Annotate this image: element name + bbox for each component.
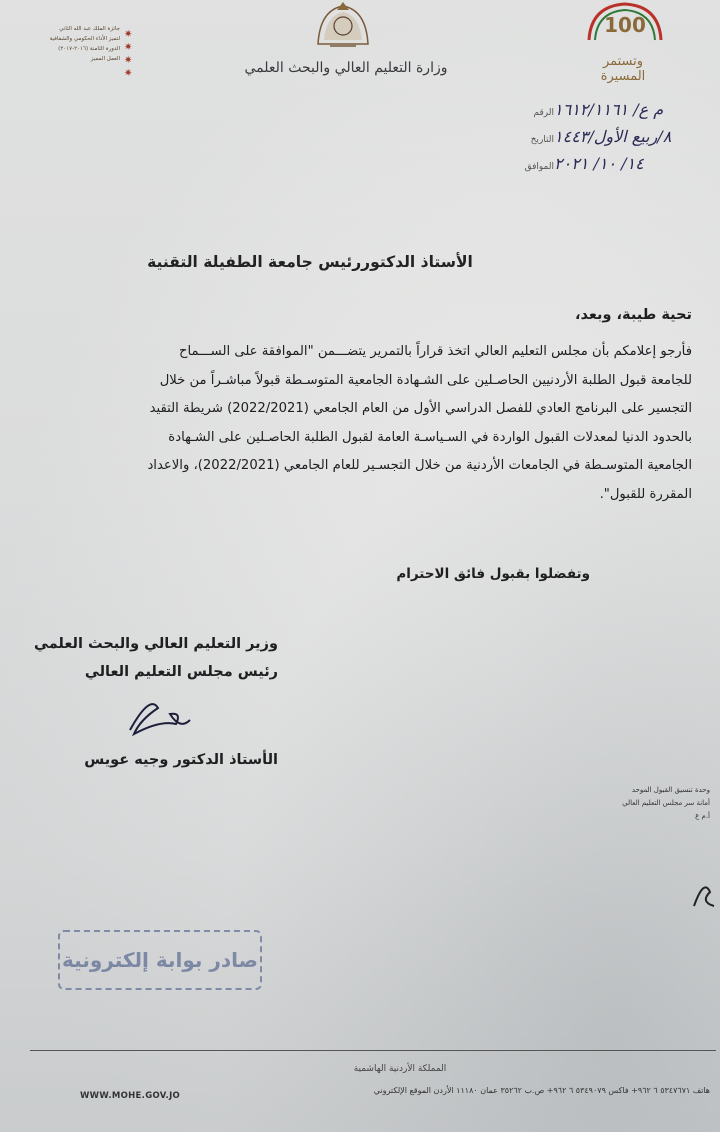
centenary-number: 100	[604, 13, 646, 37]
recipient-line: الأستاذ الدكتوررئيس جامعة الطفيلة التقنية	[147, 253, 473, 271]
signer-titles	[8, 630, 278, 686]
gregorian-date-row	[520, 152, 720, 179]
reference-number-value: م ع/ ١٦١٢/١١٦١	[554, 100, 664, 119]
signer-title-council: رئيس مجلس التعليم العالي	[84, 664, 278, 680]
greeting-line: تحية طيبة، وبعد،	[574, 307, 692, 323]
ministry-header	[240, 0, 470, 95]
star-icon: ✷	[124, 29, 133, 40]
electronic-portal-stamp: صادر بوابة إلكترونية	[58, 930, 262, 990]
paragraph-line: للجامعة قبول الطلبة الأردنيين الحاصـلين على الشـهادة الجامعية المتوسـطة قبولاً مباشـراً من خلال	[159, 372, 692, 388]
copy-recipient: أمانة سر مجلس التعليم العالي	[622, 799, 710, 807]
footer-website: WWW.MOHE.GOV.JO	[80, 1091, 181, 1101]
centenary-logo	[575, 0, 715, 84]
copy-initials: أ.م ع	[695, 812, 710, 820]
award-text: جائزة الملك عبد الله الثاني لتميز الأداء الحكومي والشفافية الدورة الثامنة (٢٠١٦-٢٠١٧) العمل المميز	[49, 26, 120, 62]
footer-country: المملكة الأردنية الهاشمية	[353, 1064, 447, 1074]
gregorian-date-value: ١٤/ ١٠/ ٢٠٢١	[554, 154, 644, 173]
footer-contact: هاتف ٥٣٤٧٦٧١ ٦ ٩٦٢+ فاكس ٥٣٤٩٠٧٩ ٦ ٩٦٢+ ص.ب ٣٥٢٦٢ عمان ١١١٨٠ الأردن الموقع الإلكتروني	[373, 1086, 710, 1095]
hijri-date-value: ٨/ربيع الأول/١٤٤٣	[554, 127, 672, 146]
paragraph-line: فأرجو إعلامكم بأن مجلس التعليم العالي اتخذ قراراً بالتمرير يتضـــمن "الموافقة على الســـماح	[178, 344, 692, 359]
gregorian-date-label: الموافق	[524, 162, 554, 172]
coat-of-arms-icon	[310, 0, 376, 52]
hijri-date-row	[520, 125, 720, 152]
award-badge	[10, 14, 150, 84]
signer-name: الأستاذ الدكتور وجيه عويس	[84, 752, 278, 768]
ministry-title: وزارة التعليم العالي والبحث العلمي	[244, 60, 448, 76]
reference-block	[520, 98, 720, 179]
signer-title-minister: وزير التعليم العالي والبحث العلمي	[34, 636, 278, 652]
paragraph-line: بالحدود الدنيا لمعدلات القبول الواردة في السـياسـة العامة لقبول الطلبة الحاصـلين على الشـهادة	[168, 429, 692, 445]
star-icon: ✷	[124, 68, 133, 79]
hijri-date-label: التاريخ	[530, 135, 554, 145]
award-stars	[124, 28, 146, 80]
centenary-emblem-icon	[585, 0, 665, 44]
star-icon: ✷	[124, 42, 133, 53]
reference-number-row	[520, 98, 720, 125]
paragraph-line: الجامعية المتوسـطة في الجامعات الأردنية من خلال التجسـير للعام الجامعي (2022/2021)، والاعداد	[147, 458, 692, 473]
handwritten-signature	[120, 690, 200, 740]
paragraph-line: التجسير على البرنامج العادي للفصل الدراسي الأول من العام الجامعي (2022/2021) شريطة التقيد	[149, 401, 692, 416]
centenary-slogan: وتستمر المسيرة	[600, 54, 646, 84]
footer-divider	[30, 1050, 716, 1051]
closing-line: وتفضلوا بقبول فائق الاحترام	[396, 566, 590, 582]
reference-number-label: الرقم	[533, 108, 554, 118]
star-icon: ✷	[124, 55, 133, 66]
copies-list	[560, 784, 710, 823]
paragraph-line: المقررة للقبول".	[599, 486, 692, 502]
letter-paragraph	[56, 338, 692, 509]
copy-recipient: وحدة تنسيق القبول الموحد	[631, 786, 710, 794]
pen-mark	[690, 876, 720, 916]
